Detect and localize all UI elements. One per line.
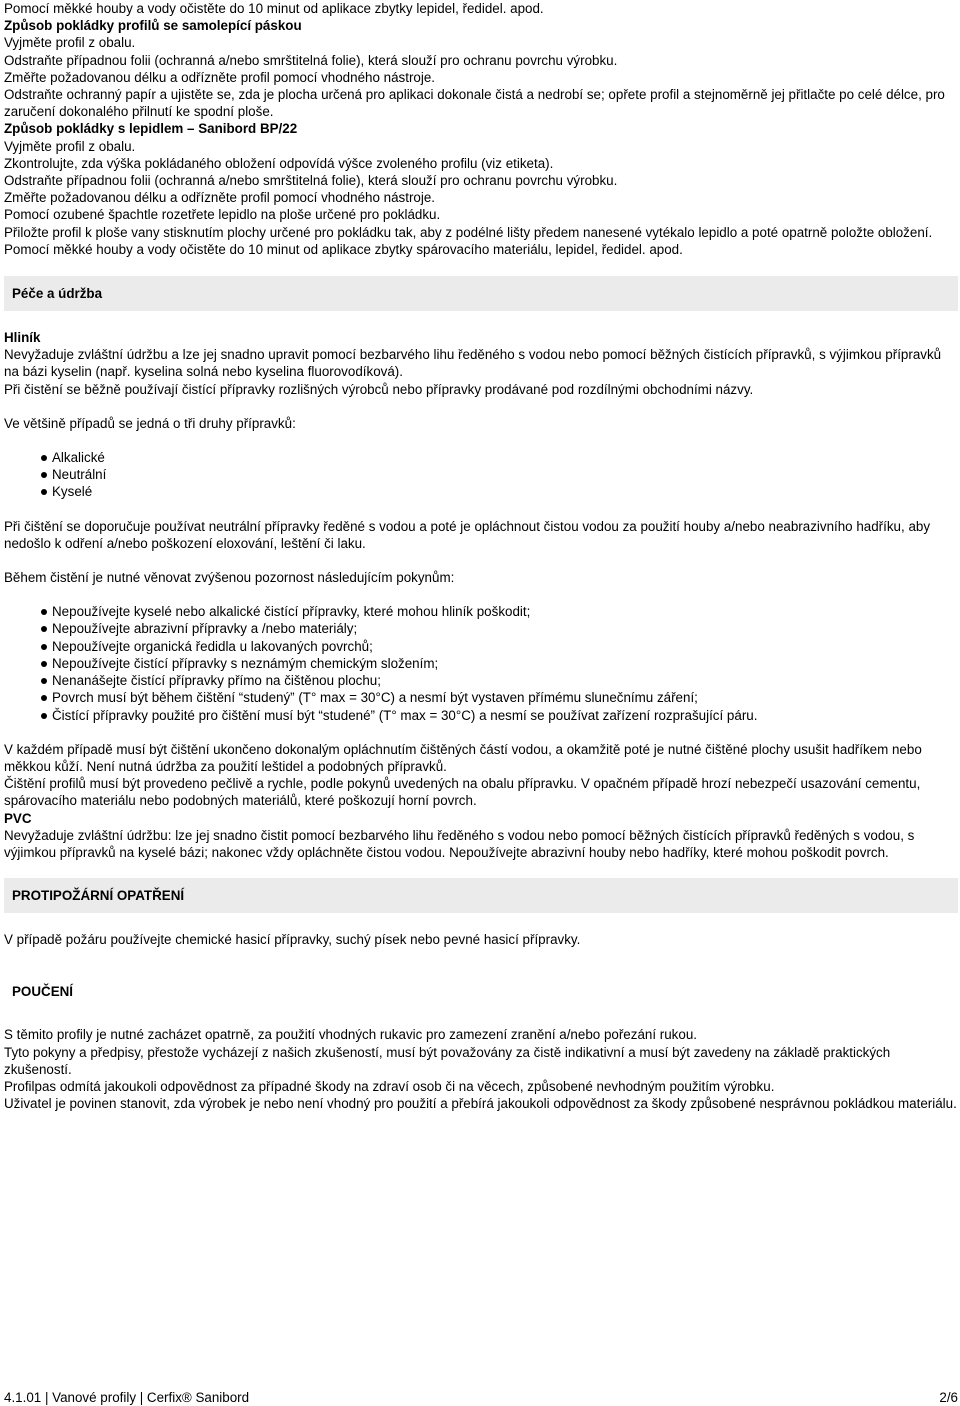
paragraph: S těmito profily je nutné zacházet opatrně, za použití vhodných rukavic pro zamezení zranění a/nebo pořezání rukou. [4,1027,697,1043]
page-number: 2/6 [939,1390,958,1405]
paragraph: Uživatel je povinen stanovit, zda výrobek je nebo není vhodný pro použití a přebírá jakoukoli odpovědnost za škody způsobené nesprávnou pokládkou materiálu. [4,1096,957,1112]
heading-pvc: PVC [4,810,32,826]
paragraph: Čištění profilů musí být provedeno pečlivě a rychle, podle pokynů uvedených na obalu přípravku. V opačném případě hrozí nebezpečí usazování cementu, spárovacího materiálu nebo podobných materiálů, které poškozují horní povrch. [4,776,921,809]
paragraph: V případě požáru používejte chemické hasicí přípravky, suchý písek nebo pevné hasicí přípravky. [4,932,581,948]
list-item: Kyselé [52,483,958,500]
paragraph: Pomocí měkké houby a vody očistěte do 10 minut od aplikace zbytky spárovacího materiálu, lepidel, ředidel. apod. [4,241,683,257]
paragraph: Pomocí ozubené špachtle rozetřete lepidlo na ploše určené pro pokládku. [4,207,441,223]
paragraph: Zkontrolujte, zda výška pokládaného obložení odpovídá výšce zvoleného profilu (viz etiketa). [4,155,554,171]
paragraph: Přiložte profil k ploše vany stisknutím plochy určené pro pokládku tak, aby z podélné lišty předem nanesené vytékalo lepidlo a poté opatrně položte obložení. [4,224,933,240]
paragraph: Při čištění se doporučuje používat neutrální přípravky ředěné s vodou a poté je opláchnout čistou vodou za použití houby a/nebo neabrazivního hadříku, aby nedošlo k odření a/nebo poškození eloxování, leštění či laku. [4,518,931,551]
list-item: Neutrální [52,466,958,483]
section-care-title: Péče a údržba [4,276,958,311]
paragraph: Vyjměte profil z obalu. [4,138,136,154]
paragraph: Při čistění se běžně používají čistící přípravky rozlišných výrobců nebo přípravky prodávané pod rozdílnými obchodními názvy. [4,381,754,397]
paragraph: V každém případě musí být čištění ukončeno dokonalým opláchnutím čištěných částí vodou, a okamžitě poté je nutné čištěné plochy usušit hadříkem nebo měkkou kůží. Není nutná údržba za použití leštidel a podobných přípravků. [4,741,922,774]
paragraph: Nevyžaduje zvláštní údržbu: lze jej snadno čistit pomocí bezbarvého lihu ředěného s vodou nebo pomocí běžných čistících přípravků ředěných s vodou, s výjimkou přípravků na kyselé bázi; nakonec vždy opláchněte čistou vodou. Nepoužívejte abrazivní houby nebo hadříky, které mohou poškodit povrch. [4,827,915,860]
paragraph: Odstraňte případnou folii (ochranná a/nebo smrštitelná folie), která slouží pro ochranu povrchu výrobku. [4,52,618,68]
paragraph: Vyjměte profil z obalu. [4,35,136,51]
paragraph: Změřte požadovanou délku a odřízněte profil pomocí vhodného nástroje. [4,69,435,85]
page-footer [4,1389,958,1406]
list-item: Nepoužívejte abrazivní přípravky a /nebo materiály; [52,620,958,637]
heading-aluminium: Hliník [4,330,41,346]
paragraph: Ve většině případů se jedná o tři druhy přípravků: [4,415,296,431]
product-types-list [4,449,958,501]
footer-document-info: 4.1.01 | Vanové profily | Cerfix® Sanibord [4,1390,250,1405]
heading-self-adhesive: Způsob pokládky profilů se samolepící páskou [4,18,302,34]
paragraph: Nevyžaduje zvláštní údržbu a lze jej snadno upravit pomocí bezbarvého lihu ředěného s vodou nebo pomocí běžných čistících přípravků, s výjimkou přípravků na bázi kyselin (např. kyselina solná nebo kyselina fluorovodíková). [4,347,942,380]
paragraph: Pomocí měkké houby a vody očistěte do 10 minut od aplikace zbytky lepidel, ředidel. apod. [4,1,544,16]
paragraph: Profilpas odmítá jakoukoli odpovědnost za případné škody na zdraví osob či na věcech, způsobené nevhodným použitím výrobku. [4,1078,775,1094]
paragraph: Odstraňte ochranný papír a ujistěte se, zda je plocha určená pro aplikaci dokonale čistá a nedrobí se; opřete profil a stejnoměrně jej přitlačte po celé délce, pro zaručení dokonalého přilnutí ke spodní ploše. [4,87,945,120]
cleaning-rules-list [4,603,958,723]
paragraph: Během čistění je nutné věnovat zvýšenou pozornost následujícím pokynům: [4,570,455,586]
list-item: Nenanášejte čistící přípravky přímo na čištěnou plochu; [52,672,958,689]
list-item: Nepoužívejte organická ředidla u lakovaných povrchů; [52,638,958,655]
heading-adhesive: Způsob pokládky s lepidlem – Sanibord BP/22 [4,121,298,137]
section-notice-title: POUČENÍ [12,984,74,1000]
list-item: Nepoužívejte čistící přípravky s neznámým chemickým složením; [52,655,958,672]
paragraph: Změřte požadovanou délku a odřízněte profil pomocí vhodného nástroje. [4,190,435,206]
paragraph: Tyto pokyny a předpisy, přestože vycházejí z našich zkušeností, musí být považovány za čistě indikativní a musí být zavedeny na základě praktických zkušeností. [4,1044,891,1077]
list-item: Nepoužívejte kyselé nebo alkalické čistící přípravky, které mohou hliník poškodit; [52,603,958,620]
document-page [4,0,958,1112]
list-item: Čistící přípravky použité pro čištění musí být “studené” (T° max = 30°C) a nesmí se používat zařízení rozprašující páru. [52,707,958,724]
paragraph: Odstraňte případnou folii (ochranná a/nebo smrštitelná folie), která slouží pro ochranu povrchu výrobku. [4,173,618,189]
section-fire-title: PROTIPOŽÁRNÍ OPATŘENÍ [4,878,958,913]
list-item: Povrch musí být během čištění “studený” (T° max = 30°C) a nesmí být vystaven přímému slunečnímu záření; [52,689,958,706]
list-item: Alkalické [52,449,958,466]
